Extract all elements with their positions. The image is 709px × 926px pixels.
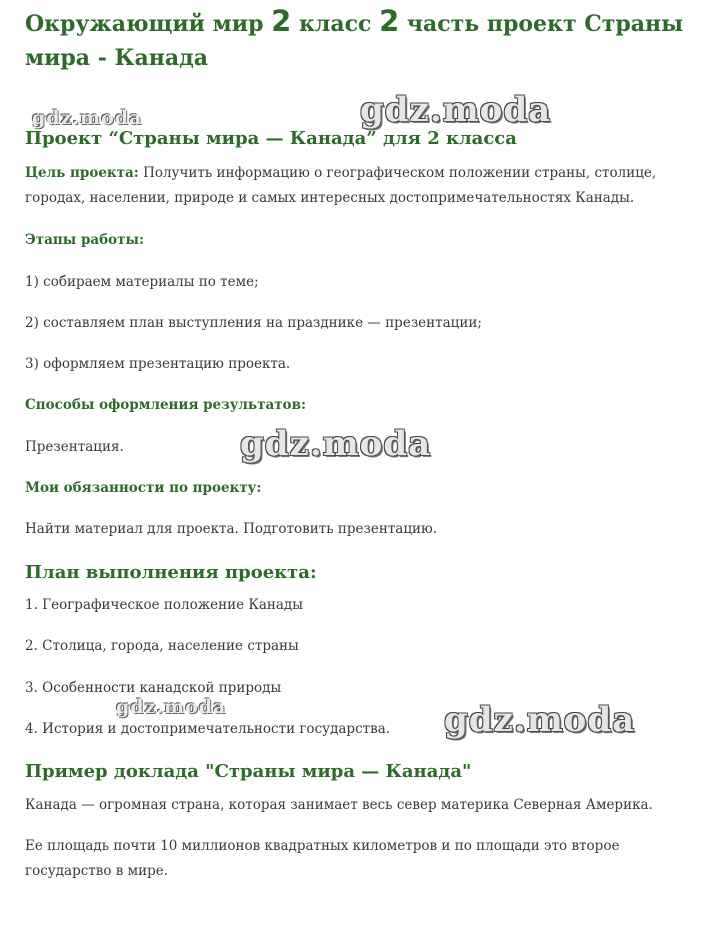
duties-label: Мои обязанности по проекту: xyxy=(25,480,262,496)
stage-item: 2) составляем план выступления на празднике — презентации; xyxy=(25,315,482,331)
section-heading-project: Проект “Страны мира — Канада” для 2 класса xyxy=(25,128,517,149)
watermark-logo: gdz.moda xyxy=(360,90,552,130)
report-paragraph: Канада — огромная страна, которая занимает весь север материка Северная Америка. xyxy=(25,797,653,813)
title-part-number: 2 xyxy=(379,4,400,38)
page-title xyxy=(25,4,685,75)
report-paragraph: Ее площадь почти 10 миллионов квадратных километров и по площади это второе государство в мире. xyxy=(25,838,620,879)
plan-item: 3. Особенности канадской природы xyxy=(25,680,282,696)
plan-item: 1. Географическое положение Канады xyxy=(25,597,303,613)
stage-item: 1) собираем материалы по теме; xyxy=(25,274,259,290)
section-heading-report: Пример доклада "Страны мира — Канада" xyxy=(25,761,472,782)
section-heading-plan: План выполнения проекта: xyxy=(25,562,317,583)
title-text: часть проект Страны мира - Канада xyxy=(25,11,684,71)
methods-text: Презентация. xyxy=(25,439,124,455)
stage-item: 3) оформляем презентацию проекта. xyxy=(25,356,291,372)
watermark-logo: gdz.moda xyxy=(444,700,636,740)
duties-text: Найти материал для проекта. Подготовить презентацию. xyxy=(25,521,438,537)
title-text: Окружающий мир xyxy=(25,11,272,37)
plan-item: 2. Столица, города, население страны xyxy=(25,638,299,654)
goal-label: Цель проекта: xyxy=(25,165,139,181)
watermark-logo: gdz.moda xyxy=(116,696,227,718)
stages-label: Этапы работы: xyxy=(25,232,145,248)
title-grade-number: 2 xyxy=(271,4,292,38)
plan-item: 4. История и достопримечательности государства. xyxy=(25,721,391,737)
methods-label: Способы оформления результатов: xyxy=(25,397,306,413)
project-goal xyxy=(25,161,665,211)
title-text: класс xyxy=(291,11,380,37)
goal-text: Получить информацию о географическом положении страны, столице, городах, населении, природе и самых интересных достопримечательностях Канады. xyxy=(25,165,657,206)
watermark-logo: gdz.moda xyxy=(240,424,432,464)
watermark-logo: gdz.moda xyxy=(32,107,143,129)
